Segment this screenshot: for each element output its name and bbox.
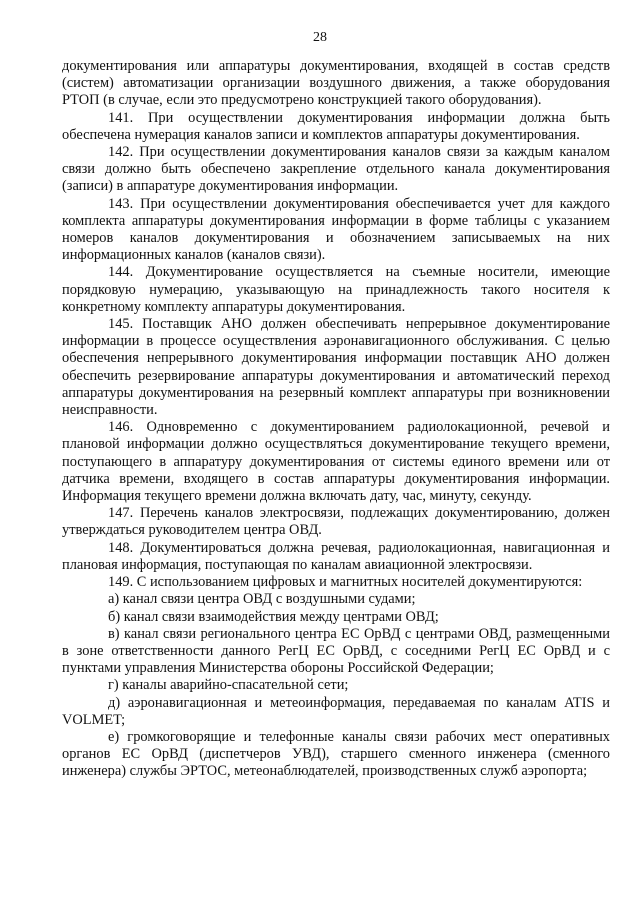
list-item-d: д) аэронавигационная и метеоинформация, передаваемая по каналам ATIS и VOLMET;: [62, 694, 610, 728]
list-item-v: в) канал связи регионального центра ЕС ОрВД с центрами ОВД, размещенными в зоне ответственности данного РегЦ ЕС ОрВД, с соседними РегЦ ЕС ОрВД и с пунктами управления Министерства обороны Российской Федерации;: [62, 625, 610, 677]
paragraph-continuation: документирования или аппаратуры документирования, входящей в состав средств (систем) автоматизации организации воздушного движения, а также оборудования РТОП (в случае, если это предусмотрено конструкцией такого оборудования).: [62, 58, 610, 109]
paragraph-144: 144. Документирование осуществляется на съемные носители, имеющие порядковую нумерацию, указывающую на принадлежность такого носителя к конкретному комплекту аппаратуры документирования.: [62, 264, 610, 315]
document-body: [62, 58, 610, 781]
paragraph-143: 143. При осуществлении документирования обеспечивается учет для каждого комплекта аппаратуры документирования информации в форме таблицы с указанием номеров каналов документирования и обозначением записываемых на них информационных каналов (каналов связи).: [62, 195, 610, 264]
paragraph-147: 147. Перечень каналов электросвязи, подлежащих документированию, должен утверждаться руководителем центра ОВД.: [62, 505, 610, 539]
list-item-e: е) громкоговорящие и телефонные каналы связи рабочих мест оперативных органов ЕС ОрВД (диспетчеров УВД), старшего сменного инженера (сменного инженера) службы ЭРТОС, метеонаблюдателей, производственных служб аэропорта;: [62, 728, 610, 780]
paragraph-146: 146. Одновременно с документированием радиолокационной, речевой и плановой информации должно осуществляться документирование текущего времени, поступающего в аппаратуру документирования от системы единого времени или от датчика времени, входящего в состав аппаратуры документирования информации. Информация текущего времени должна включать дату, час, минуту, секунду.: [62, 419, 610, 505]
paragraph-148: 148. Документироваться должна речевая, радиолокационная, навигационная и плановая информация, поступающая по каналам авиационной электросвязи.: [62, 539, 610, 573]
paragraph-141: 141. При осуществлении документирования информации должна быть обеспечена нумерация каналов записи и комплектов аппаратуры документирования.: [62, 109, 610, 143]
list-item-g: г) каналы аварийно-спасательной сети;: [108, 677, 349, 694]
paragraph-149: 149. С использованием цифровых и магнитных носителей документируются:: [108, 574, 583, 591]
list-item-a: а) канал связи центра ОВД с воздушными судами;: [108, 591, 416, 608]
paragraph-142: 142. При осуществлении документирования каналов связи за каждым каналом связи должно быть обеспечено закрепление отдельного канала документирования (записи) в аппаратуре документирования информации.: [62, 144, 610, 195]
page-number: 28: [313, 30, 327, 45]
list-item-b: б) канал связи взаимодействия между центрами ОВД;: [108, 608, 439, 625]
paragraph-145: 145. Поставщик АНО должен обеспечивать непрерывное документирование информации в процессе осуществления аэронавигационного обслуживания. С целью обеспечения непрерывного документирования информации поставщик АНО должен обеспечить резервирование аппаратуры документирования и автоматический переход аппаратуры документирования на резервный комплект аппаратуры при возникновении неисправности.: [62, 316, 610, 419]
